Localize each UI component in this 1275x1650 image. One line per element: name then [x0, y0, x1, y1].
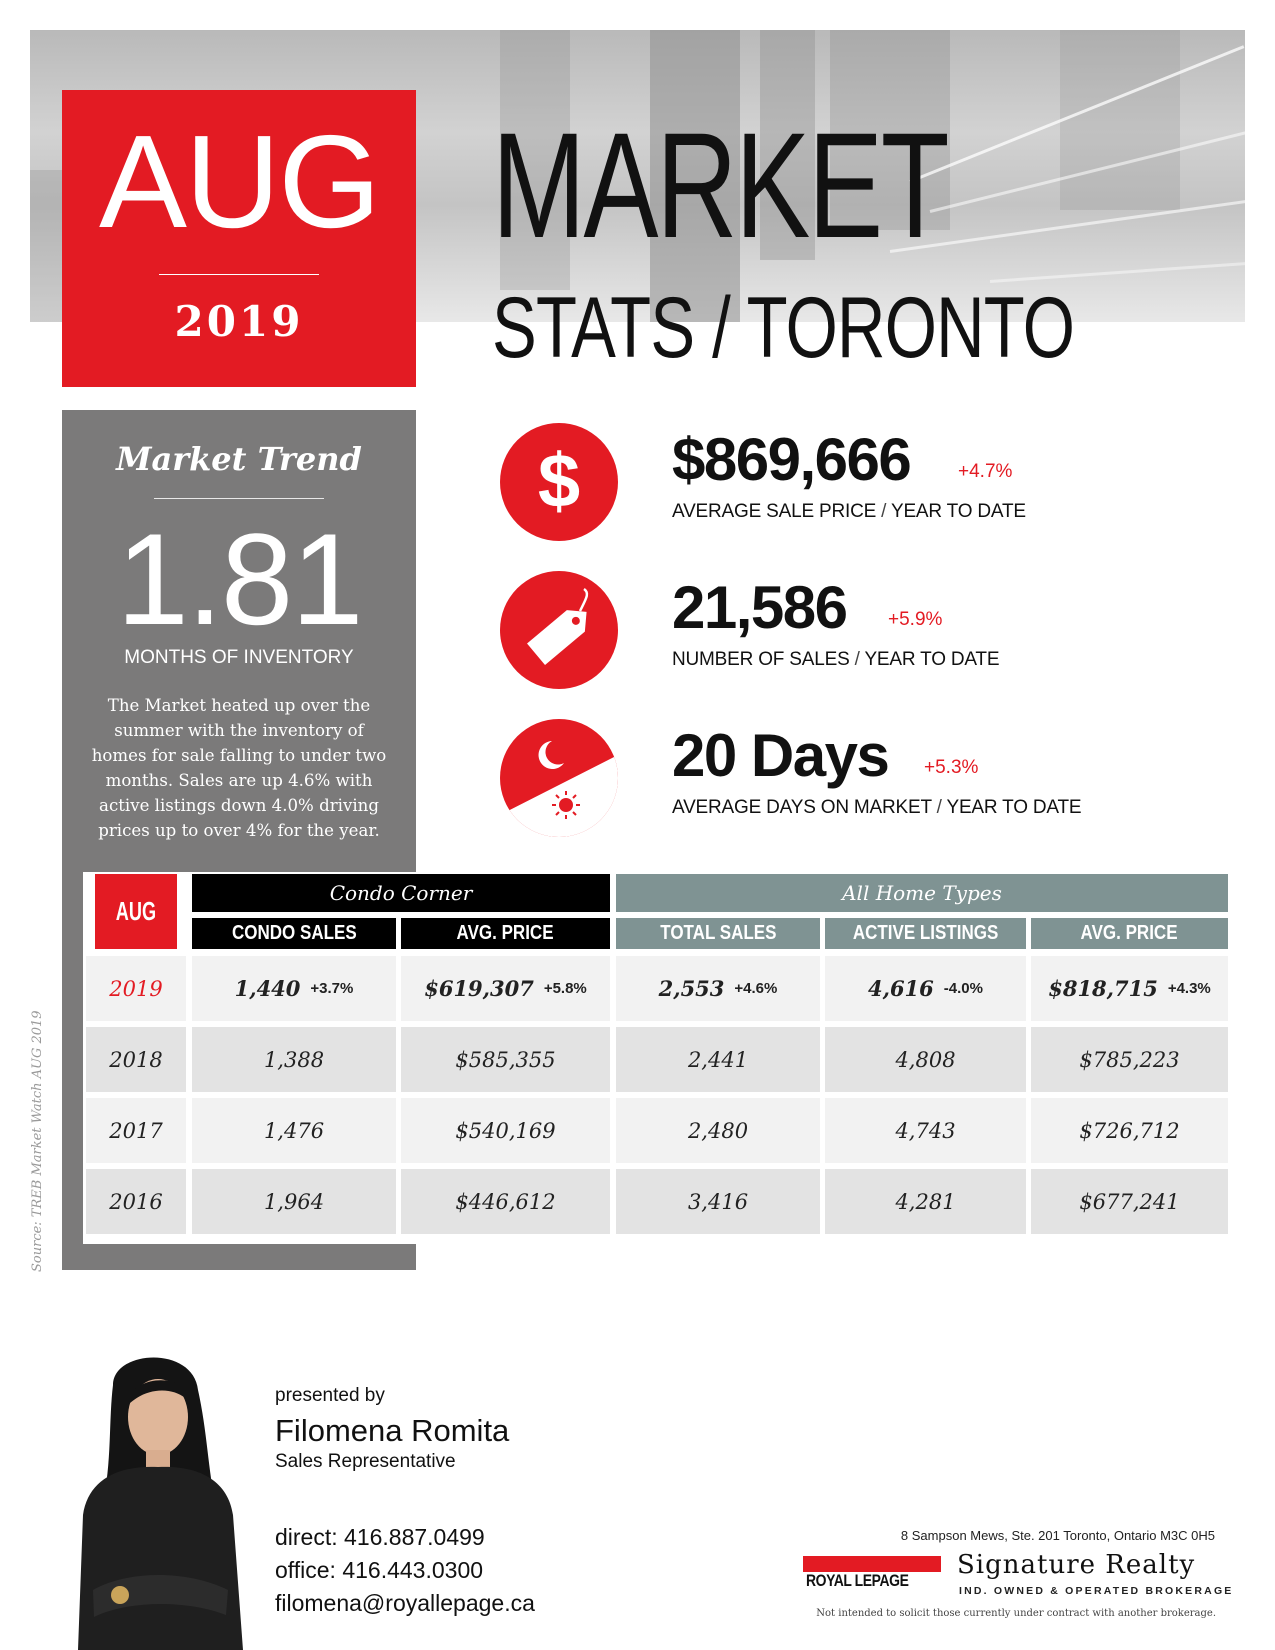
- stat-caption: NUMBER OF SALES / YEAR TO DATE: [672, 649, 1000, 670]
- table-row: [86, 1027, 1228, 1092]
- brokerage-address: 8 Sampson Mews, Ste. 201 Toronto, Ontario M3C 0H5: [900, 1528, 1215, 1543]
- cell-total-sales: 2,480: [616, 1098, 820, 1163]
- cell-active-listings: 4,743: [825, 1098, 1026, 1163]
- col-header-condo-sales: CONDO SALES: [192, 918, 396, 949]
- col-header-active-listings: ACTIVE LISTINGS: [825, 918, 1026, 949]
- cell-condo-avg-price: $585,355: [401, 1027, 610, 1092]
- cell-condo-sales: 1,964: [192, 1169, 396, 1234]
- stat-value: 21,586: [672, 574, 847, 641]
- table-row: [86, 1098, 1228, 1163]
- year-label: 2019: [174, 297, 304, 346]
- stat-change: +4.7%: [958, 461, 1013, 482]
- royal-lepage-logo: ROYAL LEPAGE: [803, 1556, 941, 1592]
- presented-by-label: presented by: [275, 1385, 385, 1406]
- stat-label: AVERAGE SALE PRICE: [672, 501, 877, 522]
- price-tag-icon: [500, 571, 618, 689]
- col-header-total-sales: TOTAL SALES: [616, 918, 820, 949]
- row-year: 2016: [86, 1169, 186, 1234]
- stat-label: NUMBER OF SALES: [672, 649, 850, 670]
- page-title: MARKET: [492, 101, 948, 269]
- table-corner-month: AUG: [95, 874, 177, 949]
- table-row: [86, 1169, 1228, 1234]
- stat-value: $869,666: [672, 426, 911, 493]
- stat-average-sale-price: [500, 423, 1220, 543]
- trend-description: The Market heated up over the summer with the inventory of homes for sale falling to under two months. Sales are up 4.6% with active listings down 4.0% driving prices up to over 4% for the year.: [91, 696, 387, 840]
- cell-condo-sales: 1,440 +3.7%: [192, 956, 396, 1021]
- agent-direct-phone[interactable]: direct: 416.887.0499: [275, 1524, 485, 1550]
- col-header-all-avg-price: AVG. PRICE: [1031, 918, 1228, 949]
- table-row: [86, 956, 1228, 1021]
- cell-total-sales: 2,553 +4.6%: [616, 956, 820, 1021]
- agent-contact: [275, 1521, 535, 1620]
- day-night-icon: [500, 719, 618, 837]
- agent-info: [275, 1385, 535, 1620]
- cell-all-avg-price: $818,715 +4.3%: [1031, 956, 1228, 1021]
- cell-condo-avg-price: $540,169: [401, 1098, 610, 1163]
- col-header-condo-avg-price: AVG. PRICE: [401, 918, 610, 949]
- agent-email[interactable]: filomena@royallepage.ca: [275, 1590, 535, 1616]
- stat-days-on-market: [500, 719, 1220, 839]
- trend-divider: [154, 498, 324, 499]
- cell-total-sales: 2,441: [616, 1027, 820, 1092]
- disclaimer: Not intended to solicit those currently under contract with another brokerage.: [816, 1608, 1216, 1619]
- stat-number-of-sales: [500, 571, 1220, 691]
- trend-heading: Market Trend: [116, 440, 362, 478]
- months-inventory-label: MONTHS OF INVENTORY: [124, 647, 354, 668]
- cell-all-avg-price: $726,712: [1031, 1098, 1228, 1163]
- cell-all-avg-price: $677,241: [1031, 1169, 1228, 1234]
- months-inventory-value: 1.81: [116, 506, 362, 652]
- brokerage-name: Signature Realty: [957, 1550, 1196, 1580]
- agent-photo: [58, 1345, 258, 1650]
- cell-condo-sales: 1,388: [192, 1027, 396, 1092]
- stat-period: YEAR TO DATE: [890, 501, 1026, 522]
- row-year: 2017: [86, 1098, 186, 1163]
- stat-change: +5.9%: [888, 609, 943, 630]
- all-home-types-header: All Home Types: [616, 874, 1228, 912]
- stat-change: +5.3%: [924, 757, 979, 778]
- stat-value: 20 Days: [672, 722, 889, 789]
- month-badge: [62, 90, 416, 387]
- cell-active-listings: 4,616 -4.0%: [825, 956, 1026, 1021]
- cell-condo-avg-price: $446,612: [401, 1169, 610, 1234]
- svg-text:$: $: [537, 439, 581, 524]
- stat-caption: AVERAGE DAYS ON MARKET / YEAR TO DATE: [672, 797, 1082, 818]
- agent-name: Filomena Romita: [275, 1413, 510, 1448]
- source-note: Source: TREB Market Watch AUG 2019: [30, 1010, 45, 1272]
- dollar-icon: [500, 423, 618, 541]
- agent-office-phone[interactable]: office: 416.443.0300: [275, 1557, 484, 1583]
- brokerage-subtitle: IND. OWNED & OPERATED BROKERAGE: [959, 1585, 1234, 1597]
- stat-label: AVERAGE DAYS ON MARKET: [672, 797, 932, 818]
- stat-period: YEAR TO DATE: [864, 649, 1000, 670]
- cell-active-listings: 4,808: [825, 1027, 1026, 1092]
- month-label: AUG: [98, 108, 380, 255]
- cell-condo-avg-price: $619,307 +5.8%: [401, 956, 610, 1021]
- stat-caption: AVERAGE SALE PRICE / YEAR TO DATE: [672, 501, 1026, 522]
- month-divider: [159, 274, 319, 275]
- stat-period: YEAR TO DATE: [946, 797, 1082, 818]
- cell-all-avg-price: $785,223: [1031, 1027, 1228, 1092]
- cell-active-listings: 4,281: [825, 1169, 1026, 1234]
- page-subtitle: STATS / TORONTO: [492, 280, 1075, 376]
- row-year: 2018: [86, 1027, 186, 1092]
- row-year: 2019: [86, 956, 186, 1021]
- condo-corner-header: Condo Corner: [192, 874, 610, 912]
- cell-condo-sales: 1,476: [192, 1098, 396, 1163]
- agent-title: Sales Representative: [275, 1451, 456, 1472]
- cell-total-sales: 3,416: [616, 1169, 820, 1234]
- stats-table: [83, 872, 1228, 1244]
